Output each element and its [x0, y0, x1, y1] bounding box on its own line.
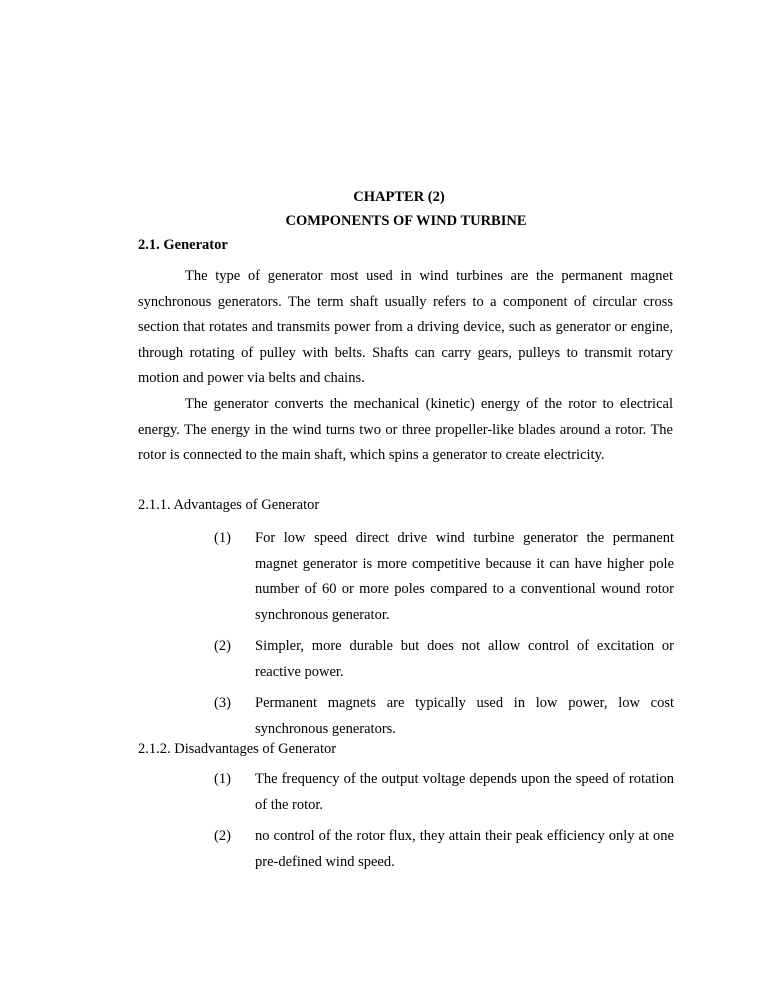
paragraph-2: The generator converts the mechanical (kinetic) energy of the rotor to electrical energy. The energy in the wind turns two or three propeller-like blades around a rotor. The rotor is connected to the main shaft, which spins a generator to create electricity.: [138, 396, 673, 463]
paragraph-1: The type of generator most used in wind turbines are the permanent magnet synchronous generators. The term shaft usually refers to a component of circular cross section that rotates and transmits power from a driving device, such as generator or engine, through rotating of pulley with belts. Shafts can carry gears, pulleys to transmit rotary motion and power via belts and chains.: [138, 268, 673, 386]
list-item-text: The frequency of the output voltage depends upon the speed of rotation of the rotor.: [255, 771, 674, 813]
disadvantages-heading: 2.1.2. Disadvantages of Generator: [138, 741, 337, 757]
list-item-number: (2): [214, 828, 231, 844]
list-item-text: Simpler, more durable but does not allow control of excitation or reactive power.: [255, 638, 674, 680]
disadvantages-list: [214, 767, 674, 881]
list-item-number: (1): [214, 530, 231, 546]
list-item: [214, 767, 674, 818]
list-item: [214, 526, 674, 628]
list-item: [214, 634, 674, 685]
chapter-title: COMPONENTS OF WIND TURBINE: [285, 213, 527, 229]
chapter-number: CHAPTER (2): [353, 189, 445, 205]
advantages-list: [214, 526, 674, 748]
list-item-number: (3): [214, 695, 231, 711]
list-item-number: (2): [214, 638, 231, 654]
list-item-text: For low speed direct drive wind turbine generator the permanent magnet generator is more competitive because it can have higher pole number of 60 or more poles compared to a conventional wound rotor synchronous generator.: [255, 530, 674, 623]
list-item: [214, 824, 674, 875]
list-item-text: Permanent magnets are typically used in low power, low cost synchronous generators.: [255, 695, 674, 737]
section-heading: 2.1. Generator: [138, 237, 228, 253]
list-item: [214, 691, 674, 742]
list-item-text: no control of the rotor flux, they attain their peak efficiency only at one pre-defined wind speed.: [255, 828, 674, 870]
list-item-number: (1): [214, 771, 231, 787]
advantages-heading: 2.1.1. Advantages of Generator: [138, 497, 320, 513]
